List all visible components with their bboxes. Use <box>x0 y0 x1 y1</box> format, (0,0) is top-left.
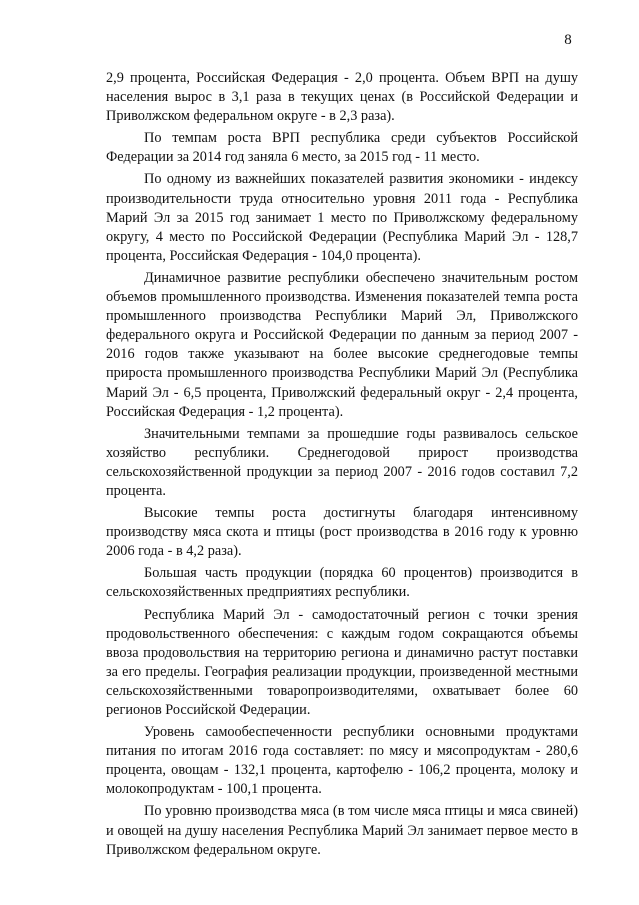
paragraph-4: Динамичное развитие республики обеспечено значительным ростом объемов промышленного производства. Изменения показателей темпа роста промышленного производства Республики Марий Эл, Приволжского федерального округа и Российской Федерации по данным за период 2007 - 2016 годов также указывают на более высокие среднегодовые темпы прироста промышленного производства Республики Марий Эл (Республика Марий Эл - 6,5 процента, Приволжский федеральный округ - 2,4 процента, Российская Федерация - 1,2 процента). <box>106 269 578 420</box>
paragraph-1: 2,9 процента, Российская Федерация - 2,0 процента. Объем ВРП на душу населения вырос в 3,1 раза в текущих ценах (в Российской Федерации и Приволжском федеральном округе - в 2,3 раза). <box>106 70 578 125</box>
paragraph-9: Уровень самообеспеченности республики основными продуктами питания по итогам 2016 года составляет: по мясу и мясопродуктам - 280,6 процента, овощам - 132,1 процента, картофелю - 106,2 процента, молоку и молокопродуктам - 100,1 процента. <box>106 724 578 798</box>
paragraph-5: Значительными темпами за прошедшие годы развивалось сельское хозяйство республики. Среднегодовой прирост производства сельскохозяйственной продукции за период 2007 - 2016 годов составил 7,2 процента. <box>106 425 578 499</box>
paragraph-6: Высокие темпы роста достигнуты благодаря интенсивному производству мяса скота и птицы (рост производства в 2016 году к уровню 2006 года - в 4,2 раза). <box>106 505 578 560</box>
document-body <box>106 69 578 863</box>
paragraph-2: По темпам роста ВРП республика среди субъектов Российской Федерации за 2014 год заняла 6 место, за 2015 год - 11 место. <box>106 130 578 166</box>
paragraph-8: Республика Марий Эл - самодостаточный регион с точки зрения продовольственного обеспечения: с каждым годом сокращаются объемы ввоза продовольствия на территорию региона и динамично растут поставки за его пределы. География реализации продукции, произведенной местными сельскохозяйственными товаропроизводителями, охватывает более 60 регионов Российской Федерации. <box>106 606 578 718</box>
paragraph-7: Большая часть продукции (порядка 60 процентов) производится в сельскохозяйственных предприятиях республики. <box>106 565 578 601</box>
page-number: 8 <box>564 32 572 48</box>
paragraph-3: По одному из важнейших показателей развития экономики - индексу производительности труда относительно уровня 2011 года - Республика Марий Эл за 2015 год занимает 1 место по Приволжскому федеральному округу, 4 место по Российской Федерации (Республика Марий Эл - 128,7 процента, Российская Федерация - 104,0 процента). <box>106 171 578 264</box>
paragraph-10: По уровню производства мяса (в том числе мяса птицы и мяса свиней) и овощей на душу населения Республика Марий Эл занимает первое место в Приволжском федеральном округе. <box>106 803 578 858</box>
